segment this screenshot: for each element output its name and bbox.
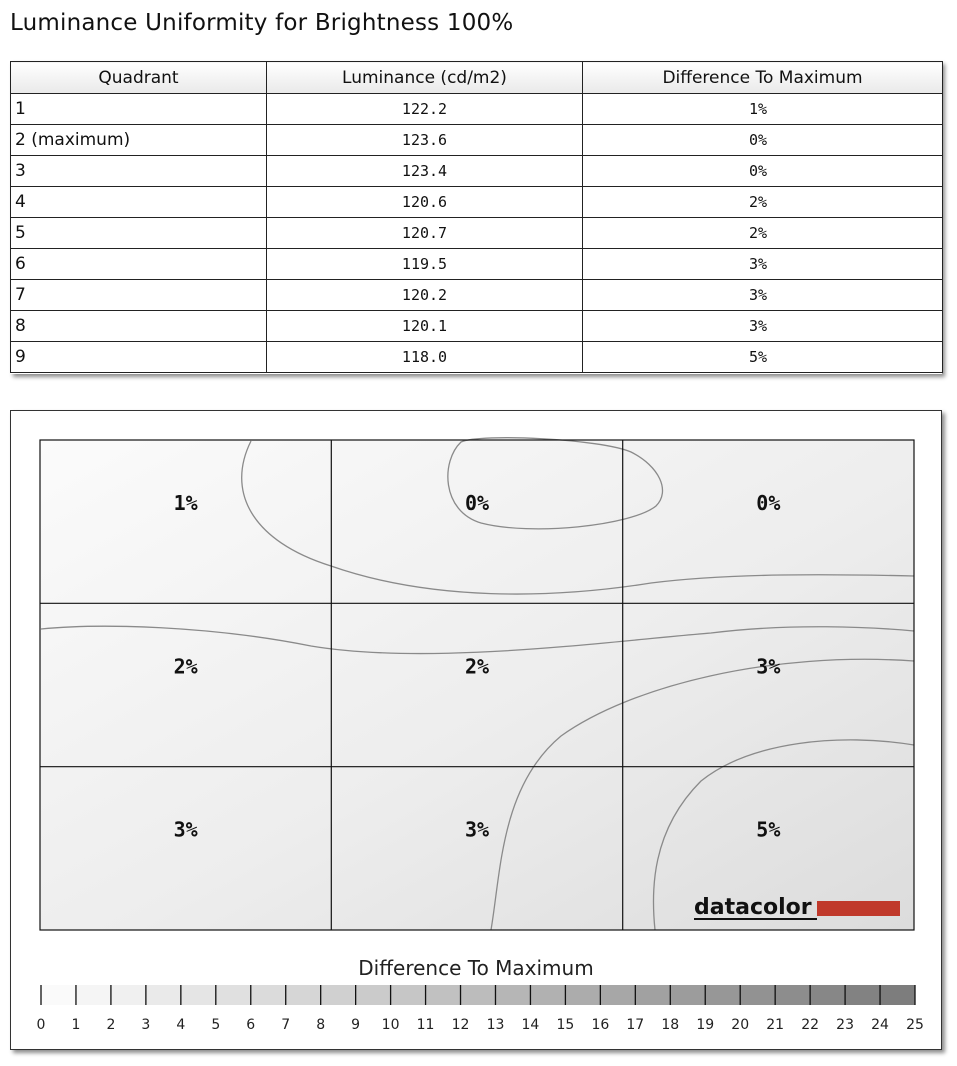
luminance-table-container <box>10 61 942 374</box>
cell-luminance: 119.5 <box>267 249 583 280</box>
table-row <box>11 156 943 187</box>
cell-quadrant: 2 (maximum) <box>11 125 267 156</box>
table-row <box>11 311 943 342</box>
legend-color-step <box>216 985 251 1005</box>
table-row <box>11 342 943 373</box>
legend-tick-label: 8 <box>316 1017 326 1033</box>
cell-difference: 2% <box>583 187 943 218</box>
legend-color-step <box>356 985 391 1005</box>
legend-color-step <box>600 985 635 1005</box>
legend-tick-label: 6 <box>246 1017 256 1033</box>
legend-tick-label: 0 <box>36 1017 46 1033</box>
legend-tick-label: 2 <box>106 1017 116 1033</box>
legend-color-step <box>76 985 111 1005</box>
legend-color-step <box>146 985 181 1005</box>
heatmap-cell-label: 5% <box>756 817 781 842</box>
heatmap-cell-label: 3% <box>756 654 781 679</box>
heatmap-cell-label: 3% <box>464 817 490 842</box>
legend-color-step <box>321 985 356 1005</box>
cell-quadrant: 1 <box>11 94 267 125</box>
cell-difference: 2% <box>583 218 943 249</box>
legend-tick-label: 13 <box>486 1017 505 1033</box>
legend-tick-label: 22 <box>801 1017 820 1033</box>
legend-color-step <box>740 985 775 1005</box>
brand-logo-bar <box>817 901 900 916</box>
table-row <box>11 249 943 280</box>
legend-tick-label: 14 <box>521 1017 540 1033</box>
legend-tick-label: 7 <box>281 1017 291 1033</box>
cell-luminance: 120.7 <box>267 218 583 249</box>
cell-luminance: 120.6 <box>267 187 583 218</box>
luminance-table <box>10 61 943 373</box>
table-row <box>11 94 943 125</box>
cell-quadrant: 3 <box>11 156 267 187</box>
cell-luminance: 120.1 <box>267 311 583 342</box>
legend-color-step <box>775 985 810 1005</box>
legend-tick-label: 15 <box>556 1017 575 1033</box>
legend-color-step <box>461 985 496 1005</box>
heatmap-cell-label: 2% <box>464 654 490 679</box>
legend-color-step <box>705 985 740 1005</box>
legend-color-step <box>286 985 321 1005</box>
table-row <box>11 187 943 218</box>
cell-quadrant: 4 <box>11 187 267 218</box>
legend-tick-label: 4 <box>176 1017 186 1033</box>
legend-scale <box>41 985 915 1005</box>
page-title: Luminance Uniformity for Brightness 100% <box>10 10 514 36</box>
legend-color-step <box>845 985 880 1005</box>
legend-tick-label: 20 <box>731 1017 750 1033</box>
cell-difference: 5% <box>583 342 943 373</box>
legend-tick-label: 11 <box>416 1017 435 1033</box>
table-row <box>11 218 943 249</box>
legend-tick-label: 16 <box>591 1017 610 1033</box>
legend-tick-label: 5 <box>211 1017 221 1033</box>
legend-color-step <box>181 985 216 1005</box>
cell-quadrant: 6 <box>11 249 267 280</box>
header-luminance: Luminance (cd/m2) <box>267 62 583 94</box>
legend-color-step <box>391 985 426 1005</box>
legend-tick-label: 23 <box>836 1017 854 1033</box>
uniformity-chart-panel <box>10 410 942 1050</box>
legend-color-step <box>251 985 286 1005</box>
cell-quadrant: 7 <box>11 280 267 311</box>
legend-color-step <box>41 985 76 1005</box>
legend-tick-label: 12 <box>451 1017 470 1033</box>
legend-title: Difference To Maximum <box>358 956 594 980</box>
brand-logo-text: datacolor <box>694 895 812 920</box>
cell-difference: 0% <box>583 125 943 156</box>
cell-difference: 3% <box>583 311 943 342</box>
cell-luminance: 123.4 <box>267 156 583 187</box>
legend-tick-label: 18 <box>661 1017 680 1033</box>
legend-tick-label: 3 <box>141 1017 151 1033</box>
cell-quadrant: 8 <box>11 311 267 342</box>
heatmap-cell-label: 3% <box>173 817 198 842</box>
cell-luminance: 118.0 <box>267 342 583 373</box>
legend-tick-label: 21 <box>766 1017 785 1033</box>
cell-quadrant: 5 <box>11 218 267 249</box>
legend-color-step <box>565 985 600 1005</box>
legend-color-step <box>111 985 146 1005</box>
legend-color-step <box>495 985 530 1005</box>
cell-difference: 3% <box>583 249 943 280</box>
heatmap-cell-label: 1% <box>173 491 198 515</box>
heatmap-cell-label: 2% <box>173 654 198 679</box>
legend-tick-label: 9 <box>351 1017 361 1033</box>
cell-difference: 1% <box>583 94 943 125</box>
cell-luminance: 123.6 <box>267 125 583 156</box>
legend-color-step <box>880 985 915 1005</box>
table-row <box>11 280 943 311</box>
header-quadrant: Quadrant <box>11 62 267 94</box>
legend-tick-label: 10 <box>381 1017 400 1033</box>
legend-color-step <box>426 985 461 1005</box>
header-difference: Difference To Maximum <box>583 62 943 94</box>
legend-tick-label: 19 <box>696 1017 715 1033</box>
table-row <box>11 125 943 156</box>
legend-color-step <box>810 985 845 1005</box>
cell-difference: 3% <box>583 280 943 311</box>
legend-tick-label: 1 <box>71 1017 81 1033</box>
legend-tick-label: 17 <box>626 1017 645 1033</box>
heatmap-cell-label: 0% <box>756 491 781 515</box>
legend-tick-labels <box>37 1017 924 1033</box>
heatmap-cell-label: 0% <box>464 491 490 515</box>
legend-tick-label: 25 <box>906 1017 924 1033</box>
legend-color-step <box>635 985 670 1005</box>
legend-color-step <box>670 985 705 1005</box>
legend-tick-label: 24 <box>871 1017 889 1033</box>
table-header-row <box>11 62 943 94</box>
uniformity-chart <box>11 411 941 1049</box>
cell-difference: 0% <box>583 156 943 187</box>
cell-quadrant: 9 <box>11 342 267 373</box>
legend-color-step <box>530 985 565 1005</box>
cell-luminance: 120.2 <box>267 280 583 311</box>
cell-luminance: 122.2 <box>267 94 583 125</box>
